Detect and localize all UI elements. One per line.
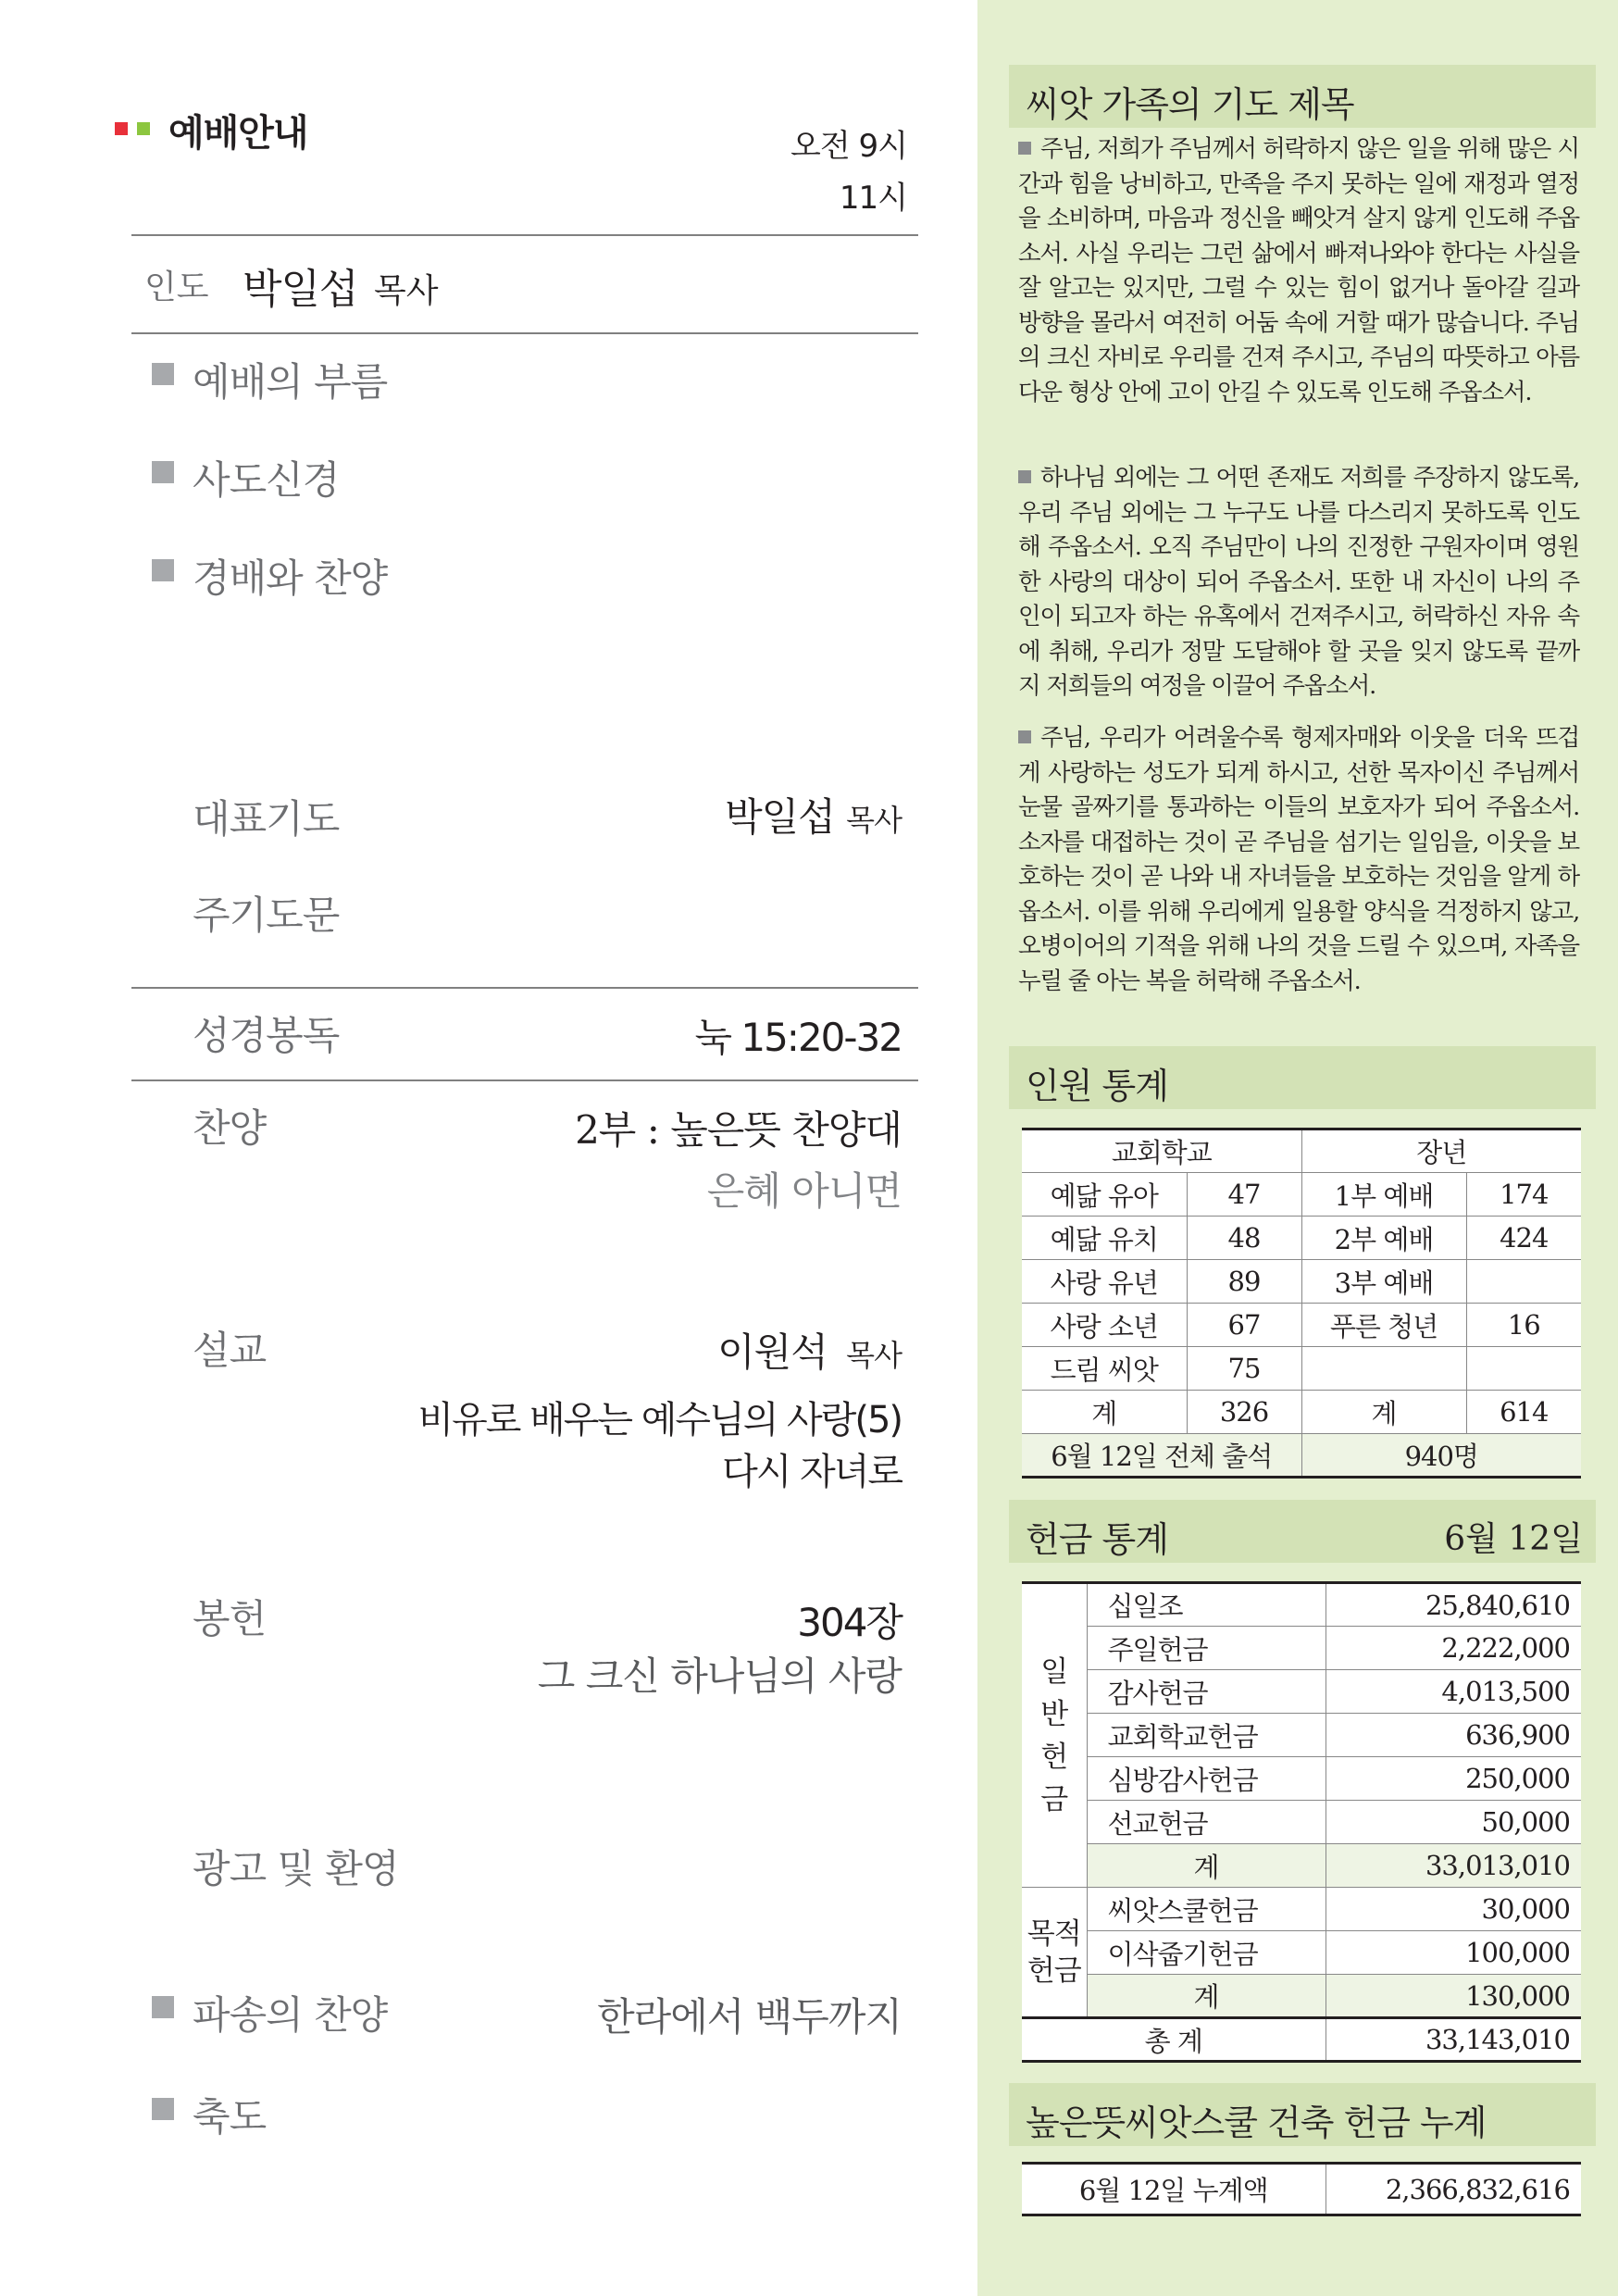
- anthem-song: 은혜 아니면: [706, 1168, 902, 1214]
- anthem-label: 찬양: [193, 1105, 267, 1151]
- anthem-choir: 2부 : 높은뜻 찬양대: [575, 1107, 902, 1153]
- prayer-topic-2: 하나님 외에는 그 어떤 존재도 저희를 주장하지 않도록, 우리 주님 외에는 그 누구도 나를 다스리지 못하도록 인도해 주옵소서. 오직 주님만이 나의 진정한 구원자이며 영원한 사랑의 대상이 되어 주옵소서. 또한 내 자신이 나의 주인이 되고자 하는 유혹에서 건져주시고, 허락하신 자유 속에 취해, 우리가 정말 도달해야 할 곳을 잊지 않도록 끝까지 저희들의 여정을 이끌어 주옵소서.: [1018, 464, 1579, 700]
- table-row: 감사헌금 4,013,500: [1022, 1670, 1581, 1714]
- prayer-leader-title: 목사: [846, 803, 902, 838]
- lords-prayer: 주기도문: [193, 892, 340, 938]
- prayer-topic-1: 주님, 저희가 주님께서 허락하지 않은 일을 위해 많은 시간과 힘을 낭비하고, 만족을 주지 못하는 일에 재정과 열정을 소비하며, 마음과 정신을 빼앗겨 살지 않게 인도해 주옵소서. 사실 우리는 그런 삶에서 빠져나와야 한다는 사실을 잘 알고는 있지만, 그럴 수 있는 힘이 없거나 돌아갈 길과 방향을 몰라서 여전히 어둠 속에 거할 때가 많습니다. 주님의 크신 자비로 우리를 건져 주시고, 주님의 따뜻하고 아름다운 형상 안에 고이 안길 수 있도록 인도해 주옵소서.: [1018, 135, 1579, 406]
- benediction: 축도: [193, 2094, 267, 2140]
- scripture-ref: 눅 15:20-32: [694, 1015, 902, 1060]
- col-church-school: 교회학교: [1022, 1129, 1301, 1173]
- prayer-label: 대표기도: [193, 796, 340, 842]
- bullet-icon: [152, 2098, 174, 2120]
- general-sum-row: 계 33,013,010: [1022, 1844, 1581, 1888]
- green-square-icon: [137, 122, 150, 135]
- prayer-topic-3: 주님, 우리가 어려울수록 형제자매와 이웃을 더욱 뜨겁게 사랑하는 성도가 되게 하시고, 선한 목자이신 주님께서 눈물 골짜기를 통과하는 이들의 보호자가 되어 주옵소서. 소자를 대접하는 것이 곧 주님을 섬기는 일임을, 이웃을 보호하는 것이 곧 나와 내 자녀들을 보호하는 것임을 알게 하옵소서. 이를 위해 우리에게 일용할 양식을 걱정하지 않고, 오병이어의 기적을 위해 나의 것을 드릴 수 있으며, 자족을 누릴 줄 아는 복을 허락해 주옵소서.: [1018, 724, 1579, 995]
- table-row: 일 반 헌 금 십일조 25,840,610: [1022, 1583, 1581, 1627]
- offering-label: 봉헌: [193, 1596, 267, 1641]
- red-square-icon: [115, 122, 128, 135]
- worship-title: 예배안내: [168, 112, 308, 155]
- square-bullet-icon: [1018, 470, 1031, 483]
- building-fund-label: 6월 12일 누계액: [1022, 2164, 1326, 2215]
- table-row: 교회학교헌금 636,900: [1022, 1714, 1581, 1757]
- prayer-leader-name: 박일섭: [725, 794, 835, 840]
- building-fund-table: [1022, 2162, 1581, 2216]
- bullet-icon: [152, 363, 174, 385]
- purpose-offering-label: 목적 헌금: [1022, 1888, 1087, 2018]
- attendance-title: 인원 통계: [1026, 1066, 1168, 1106]
- sending-hymn-title: 한라에서 백두까지: [597, 1994, 902, 2040]
- divider: [131, 332, 918, 334]
- table-row: 사랑 유년 89 3부 예배: [1022, 1260, 1581, 1304]
- bullet-icon: [152, 461, 174, 483]
- general-offering-label: 일 반 헌 금: [1022, 1583, 1087, 1888]
- table-row: 선교헌금 50,000: [1022, 1801, 1581, 1844]
- building-fund-title: 높은뜻씨앗스쿨 건축 헌금 누계: [1026, 2103, 1487, 2143]
- sending-hymn-label: 파송의 찬양: [193, 1992, 388, 2038]
- grand-total-label: 총 계: [1022, 2018, 1326, 2062]
- leader-name: 박일섭: [243, 266, 358, 313]
- offering-title: 헌금 통계: [1026, 1519, 1168, 1560]
- square-bullet-icon: [1018, 142, 1031, 155]
- table-row: 예닮 유아 47 1부 예배 174: [1022, 1173, 1581, 1217]
- sermon-label: 설교: [193, 1328, 267, 1373]
- scripture-label: 성경봉독: [193, 1013, 340, 1058]
- preacher-name: 이원석: [717, 1329, 828, 1375]
- prayer-topics-header: [1009, 65, 1596, 128]
- apostles-creed: 사도신경: [193, 457, 340, 503]
- grand-total-row: [1022, 2018, 1581, 2062]
- table-row: 사랑 소년 67 푸른 청년 16: [1022, 1304, 1581, 1347]
- total-attendance-value: 940명: [1301, 1434, 1581, 1478]
- offering-hymn-title: 그 크신 하나님의 사랑: [537, 1653, 902, 1699]
- sermon-title-line1: 비유로 배우는 예수님의 사랑(5): [417, 1399, 902, 1441]
- total-attendance-row: [1022, 1434, 1581, 1478]
- service-time-2: 11시: [839, 180, 907, 217]
- bullet-icon: [152, 559, 174, 581]
- preacher-title: 목사: [846, 1338, 902, 1373]
- building-fund-header: [1009, 2083, 1596, 2146]
- praise-and-worship: 경배와 찬양: [193, 555, 388, 601]
- total-attendance-label: 6월 12일 전체 출석: [1022, 1434, 1301, 1478]
- prayer-leader: [725, 787, 902, 842]
- service-time-1: 오전 9시: [790, 128, 907, 165]
- call-to-worship: 예배의 부름: [193, 359, 388, 405]
- divider: [131, 1079, 918, 1081]
- offering-table: [1022, 1581, 1581, 2063]
- col-adults: 장년: [1301, 1129, 1581, 1173]
- offering-hymn-number: 304장: [797, 1600, 902, 1645]
- prayer-topics-title: 씨앗 가족의 기도 제목: [1026, 84, 1354, 125]
- bullet-icon: [152, 1996, 174, 2018]
- building-fund-value: 2,366,832,616: [1326, 2164, 1581, 2215]
- table-row: [1022, 2164, 1581, 2215]
- offering-header: [1009, 1500, 1596, 1563]
- divider: [131, 234, 918, 236]
- square-bullet-icon: [1018, 730, 1031, 743]
- purpose-sum-row: 계 130,000: [1022, 1975, 1581, 2018]
- table-row: 심방감사헌금 250,000: [1022, 1757, 1581, 1801]
- table-row: 드림 씨앗 75: [1022, 1347, 1581, 1391]
- table-row: 계 326 계 614: [1022, 1391, 1581, 1434]
- sermon-title-line2: 다시 자녀로: [722, 1451, 902, 1493]
- table-row: 예닮 유치 48 2부 예배 424: [1022, 1217, 1581, 1260]
- leader-title: 목사: [374, 272, 439, 310]
- table-row: 주일헌금 2,222,000: [1022, 1627, 1581, 1670]
- attendance-header: [1009, 1046, 1596, 1109]
- sermon-preacher: [717, 1322, 902, 1378]
- leader-label: 인도: [144, 268, 209, 306]
- divider: [131, 987, 918, 989]
- attendance-table: [1022, 1128, 1581, 1479]
- announcements: 광고 및 환영: [193, 1846, 399, 1891]
- grand-total-value: 33,143,010: [1326, 2018, 1581, 2062]
- table-row: 목적 헌금 씨앗스쿨헌금 30,000: [1022, 1888, 1581, 1931]
- offering-date: 6월 12일: [1444, 1520, 1583, 1558]
- table-row: 이삭줍기헌금 100,000: [1022, 1931, 1581, 1975]
